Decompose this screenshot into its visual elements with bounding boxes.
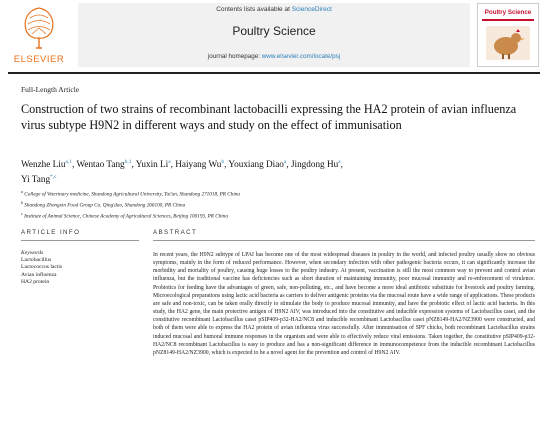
keywords-label: Keywords (21, 250, 44, 256)
keyword-list (21, 257, 141, 286)
affiliation: $^b$ Shandong Zhongxin Food Group Co. Qing'dao, Shandong 266100, PR China (21, 200, 186, 209)
elsevier-logo[interactable] (8, 4, 70, 66)
article-title: Construction of two strains of recombinant lactobacilli expressing the HA2 protein of avian influenza virus subtype H9N2 in different ways and study on the effect of immunisation (21, 102, 517, 132)
sciencedirect-link[interactable]: ScienceDirect (291, 6, 332, 13)
author[interactable]: Jingdong Hu$^a$ (290, 159, 341, 170)
abstract-heading: ABSTRACT (153, 229, 198, 236)
author[interactable]: Yuxin Li$^a$ (135, 159, 171, 170)
author[interactable]: Wentao Tang$^{b,1}$ (76, 159, 132, 170)
publisher-name: ELSEVIER (13, 54, 65, 65)
cover-divider (482, 19, 534, 21)
contents-availability (78, 6, 470, 13)
journal-title: Poultry Science (232, 24, 316, 38)
abstract-rule (153, 240, 535, 241)
journal-cover-thumbnail[interactable] (477, 3, 539, 67)
keyword: Lactobacillus (21, 257, 52, 263)
keyword: Avian influenza (21, 271, 57, 278)
homepage-link[interactable]: www.elsevier.com/locate/psj (261, 53, 341, 60)
journal-header (0, 0, 548, 70)
article-info-rule (21, 240, 139, 241)
author[interactable]: Wenzhe Liu$^{a,1}$ (21, 159, 72, 170)
author[interactable]: Yi Tang$^{*,c}$ (21, 174, 57, 185)
article-info-heading: ARTICLE INFO (21, 229, 81, 236)
keyword: HA2 protein (21, 278, 50, 285)
cover-image-icon (486, 26, 530, 60)
author-list: Wenzhe Liu$^{a,1}$, Wentao Tang$^{b,1}$, Yuxin Li$^a$, Haiyang Wu$^b$, Youxiang Diao$^a$, Jingdong Hu$^a$, Yi Tang$^{*,c}$ (21, 159, 343, 185)
affiliation: $^c$ Institute of Animal Science, Chinese Academy of Agricultural Sciences, Beijing 100193, PR China (21, 211, 228, 221)
contents-prefix: Contents lists available at (216, 6, 292, 13)
affiliation: $^a$ College of Veterinary medicine, Shandong Agricultural University, Tai'an, Shandong 271018, PR China (21, 189, 240, 198)
affiliation-list (21, 188, 521, 222)
elsevier-tree-icon (18, 4, 60, 50)
header-rule (8, 72, 540, 74)
abstract-text: In recent years, the H9N2 subtype of LPAI has become one of the most widespread diseases in poultry in the world, and infected poultry usually show no obvious symptoms, mainly in the form of reduced performance. However, when secondary infection with other pathogenic bacteria occurs, it can significantly increase the morbidity and mortality of poultry, causing huge losses to the poultry industry. At present, vaccination is still the most common way to prevent and control avian influenza, but the traditional vaccine has deficiencies such as short duration of maintaining immunity, poor mucosal immunity and re-enforcement of virulence. Probiotics for feeding have the advantages of green, safe, non-polluting, etc., and have become a more ideal antibiotic substitute for livestock and poultry farming. Microecological preparations using lactic acid bacteria as carriers to deliver antigenic proteins via the mucosal route have a wide range of applications. These products are safe and non-toxic, can be taken orally directly to stimulate the body to produce mucosal immunity, and have the probiotic effect of lactic acid bacteria. In this study, the HA2 gene, the main protective antigen of H9N2 AIV, was introduced into the constitutive and inducible expression systems of Lactobacillus casei, and the constitutive recombinant Lactobacillus casei pSIP409-p32-HA2/NC8 and inducible recombinant Lactobacillus casei pNZ8149-HA2/NZ3900 were constructed, and both of them were able to express the HA2 protein of avian influenza virus successfully. After immunisation of SPF chicks, both recombinant Lactobacillus strains induced mucosal and humoral immune responses in the organism and were able to effectively reduce viral emissions. Taken together, the constitutive pSIP409-p32-HA2/NC8 recombinant Lactobacillus is easy to produce and has a non-significant difference in immunocompetence from the inducible recombinant Lactobacillus pNZ8149-HA2/NZ3900, which is expected to be a novel agent for the prevention and control of H9N2 AIV. (153, 252, 535, 356)
homepage-prefix: journal homepage: (207, 53, 262, 60)
author[interactable]: Haiyang Wu$^b$ (175, 159, 225, 170)
keyword: Lactococcus lactis (21, 264, 63, 271)
author[interactable]: Youxiang Diao$^a$ (228, 159, 287, 170)
journal-homepage (78, 53, 470, 60)
article-type: Full-Length Article (21, 85, 80, 94)
journal-banner (78, 3, 470, 67)
cover-journal-title: Poultry Science (484, 9, 532, 16)
